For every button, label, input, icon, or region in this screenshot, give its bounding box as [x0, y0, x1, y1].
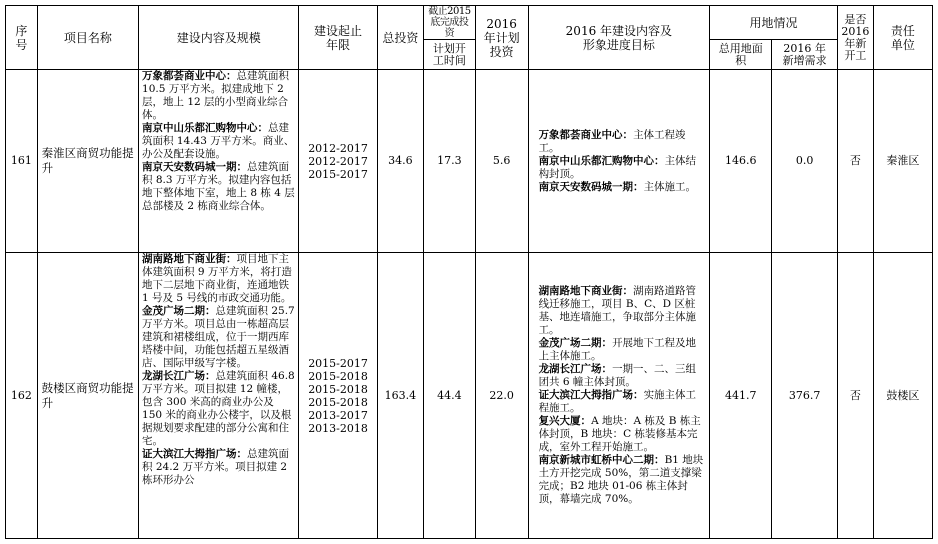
row-goal [528, 253, 710, 539]
goal-item: 龙湖长江广场：一期一、二、三组团共 6 幢主体封顶。 [538, 363, 697, 388]
row-years: 2015-2017 2015-2018 2015-2018 2015-2018 2013-2017 2013-2018 [299, 253, 377, 539]
project-table [5, 5, 933, 539]
header-plan2016: 2016 年计划投资 [475, 6, 528, 70]
row-newstart: 否 [837, 70, 873, 253]
header-land: 用地情况 [710, 6, 838, 40]
content-item: 龙湖长江广场：总建筑面积 46.8 万平方米。项目拟建 12 幢楼，包含 300 米高的商业办公及 150 米的商业办公楼宇，以及根据规划要求配建的部分公寓和住宅。 [142, 370, 295, 447]
row-plan2016: 5.6 [475, 70, 528, 253]
row-content [139, 70, 299, 253]
row-land-new: 0.0 [772, 70, 837, 253]
row-goal [528, 70, 710, 253]
row-land-new: 376.7 [772, 253, 837, 539]
goal-item: 复兴大厦：A 地块：A 栋及 B 栋主体封顶，B 地块：C 栋装修基本完成，室外工程开始施工。 [538, 415, 701, 453]
header-content: 建设内容及规模 [139, 6, 299, 70]
header-newstart: 是否2016年新开工 [837, 6, 873, 70]
row-years: 2012-2017 2012-2017 2015-2017 [299, 70, 377, 253]
header-land-new: 2016 年新增需求 [772, 40, 837, 70]
header-project: 项目名称 [37, 6, 138, 70]
header-unit: 责任单位 [873, 6, 932, 70]
row-total: 163.4 [377, 253, 423, 539]
goal-item: 万象都荟商业中心：主体工程竣工。 [538, 128, 686, 154]
row-unit: 鼓楼区 [873, 253, 932, 539]
header-cum-bottom: 计划开工时间 [424, 40, 476, 70]
row-cum: 17.3 [424, 70, 476, 253]
goal-item: 湖南路地下商业街：湖南路道路管线迁移施工，项目 B、C、D 区桩基、地连墙施工，争取部分主体施工。 [538, 285, 697, 336]
header-seq: 序号 [6, 6, 38, 70]
row-seq: 162 [6, 253, 38, 539]
header-period: 建设起止年限 [299, 6, 377, 70]
goal-item: 金茂广场二期：开展地下工程及地上主体施工。 [538, 337, 697, 362]
row-unit: 秦淮区 [873, 70, 932, 253]
content-item: 金茂广场二期：总建筑面积 25.7 万平方米。项目总由一栋超高层建筑和裙楼组成，位于一期西库塔楼中间，功能包括超五星级酒店、国际甲级写字楼。 [142, 305, 295, 369]
row-cum: 44.4 [424, 253, 476, 539]
goal-item: 南京中山乐都汇购物中心：主体结构封顶。 [538, 154, 697, 180]
content-item: 万象都荟商业中心：总建筑面积 10.5 万平方米。拟建成地下 2 层，地上 12 层的小型商业综合体。 [142, 70, 290, 121]
goal-item: 南京新城市虹桥中心二期：B1 地块土方开挖完成 50%，第二道支撑梁完成；B2 地块 01-06 栋主体封顶，幕墙完成 70%。 [538, 454, 704, 505]
header-cum-top: 截止2015底完成投资 [424, 6, 476, 40]
row-seq: 161 [6, 70, 38, 253]
content-item: 南京天安数码城一期：总建筑面积 8.3 万平方米。拟建内容包括地下整体地下室，地上 8 栋 4 层总部楼及 2 栋商业综合体。 [142, 161, 295, 212]
header-land-total: 总用地面积 [710, 40, 772, 70]
row-plan2016: 22.0 [475, 253, 528, 539]
header-total: 总投资 [377, 6, 423, 70]
row-land-total: 441.7 [710, 253, 772, 539]
content-item: 南京中山乐都汇购物中心：总建筑面积 14.43 万平方米。商业、办公及配套设施。 [142, 122, 295, 160]
row-newstart: 否 [837, 253, 873, 539]
row-total: 34.6 [377, 70, 423, 253]
content-item: 证大滨江大拇指广场：总建筑面积 24.2 万平方米。项目拟建 2 栋环形办公 [142, 448, 290, 486]
row-land-total: 146.6 [710, 70, 772, 253]
row-content [139, 253, 299, 539]
goal-item: 南京天安数码城一期：主体施工。 [538, 180, 697, 193]
goal-item: 证大滨江大拇指广场：实施主体工程施工。 [538, 389, 697, 414]
table-row [6, 253, 933, 539]
table-row [6, 70, 933, 253]
header-goal: 2016 年建设内容及形象进度目标 [528, 6, 710, 70]
row-project-name: 鼓楼区商贸功能提升 [37, 253, 138, 539]
row-project-name: 秦淮区商贸功能提升 [37, 70, 138, 253]
content-item: 湖南路地下商业街：项目地下主体建筑面积 9 万平方米，将打造地下二层地下商业街，连通地铁 1 号及 5 号线的市政交通功能。 [142, 253, 292, 304]
